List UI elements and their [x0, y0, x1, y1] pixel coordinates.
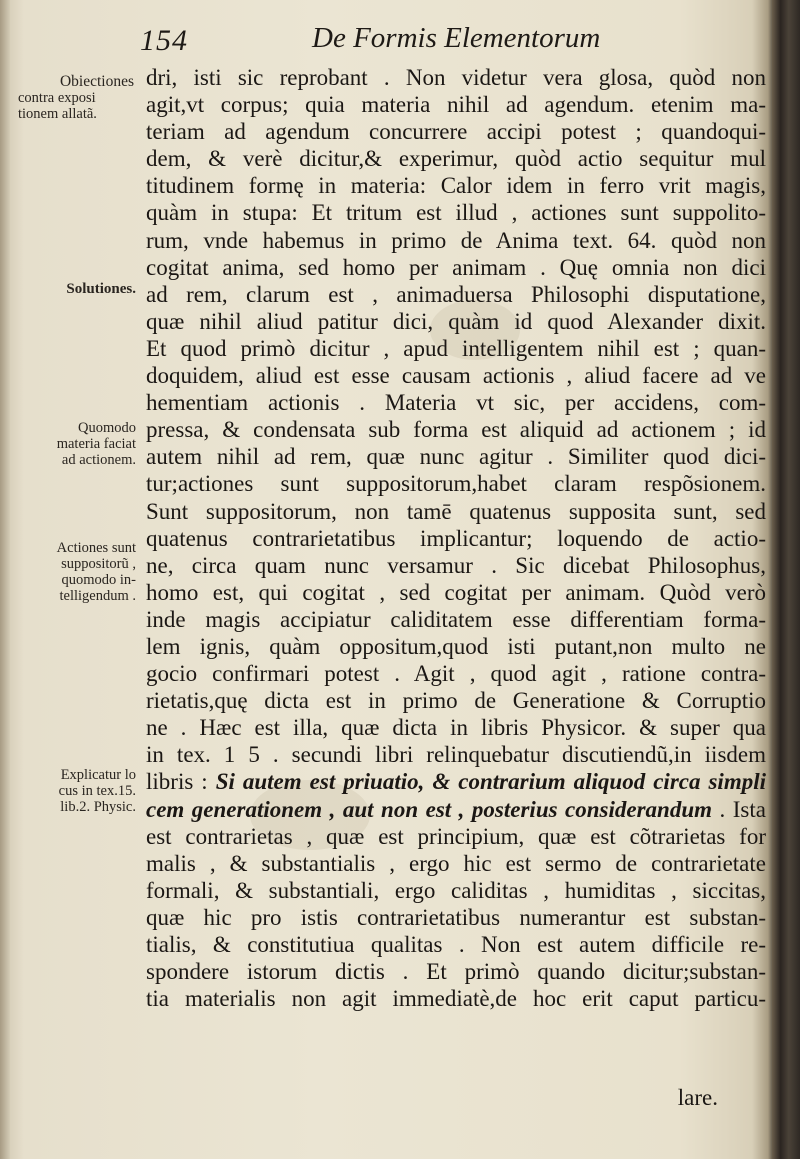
text-line: tialis, & constitutiua qualitas . Non est autem difficile re-: [146, 932, 766, 957]
text-line: spondere istorum dictis . Et primò quando dicitur;substan-: [146, 959, 766, 985]
italic-quotation: cem generationem , aut non est , posterius considerandum: [146, 796, 713, 822]
text-line: pressa, & condensata sub forma est aliquid ad actionem ; id: [146, 417, 766, 443]
margin-note-line: cus in tex.15.: [58, 783, 136, 799]
text-line: in tex. 1 5 . secundi libri relinquebatur discutiendũ,in iisdem: [146, 742, 766, 768]
text-line: gocio confirmari potest . Agit , quod agit , ratione contra-: [146, 661, 766, 687]
page-gutter-left: [0, 0, 10, 1159]
text-line: rum, vnde habemus in primo de Anima text. 64. quòd non: [146, 227, 766, 253]
text-span: . Ista: [712, 796, 766, 822]
margin-note-quomodo: [18, 420, 136, 468]
text-line: hementiam actionis . Materia vt sic, per accidens, com-: [146, 390, 766, 416]
text-line: quàm in stupa: Et tritum est illud , actiones sunt suppolito-: [146, 200, 766, 226]
margin-note-line: Actiones sunt: [56, 540, 136, 556]
catchword: lare.: [677, 1085, 718, 1110]
margin-note-obiectiones: [18, 74, 136, 122]
margin-note-actiones: [18, 540, 136, 604]
text-line: ad rem, clarum est , animaduersa Philosophi disputatione,: [146, 281, 766, 307]
text-line-with-quote: [146, 768, 766, 795]
margin-note-line: Obiectiones: [59, 73, 134, 90]
text-line: Sunt suppositorum, non tamē quatenus supposita sunt, sed: [146, 498, 766, 524]
book-edge-right: [772, 0, 800, 1159]
margin-note-line: Quomodo: [78, 420, 136, 436]
text-line: lem ignis, quàm oppositum,quod isti putant,non multo ne: [146, 633, 766, 659]
text-line: titudinem formę in materia: Calor idem in ferro vrit magis,: [146, 173, 766, 199]
text-line: malis , & substantialis , ergo hic est sermo de contrarietate: [146, 850, 766, 876]
page-number: 154: [140, 24, 188, 57]
text-line: inde magis accipiatur caliditatem esse differentiam forma-: [146, 606, 766, 632]
text-line: rietatis,quę dicta est in primo de Generatione & Corruptio: [146, 688, 766, 714]
body-text: [146, 64, 766, 1012]
running-title: De Formis Elementorum: [312, 22, 601, 54]
text-line: tia materialis non agit immediatè,de hoc erit caput particu-: [146, 986, 766, 1012]
text-line: est contrarietas , quæ est principium, quæ est cõtrarietas for: [146, 823, 766, 849]
text-line: autem nihil ad rem, quæ nunc agitur . Similiter quod dici-: [146, 444, 766, 470]
text-line-with-quote: [146, 796, 766, 823]
text-line: dri, isti sic reprobant . Non videtur vera glosa, quòd non: [146, 65, 766, 90]
text-line: ne, circa quam nunc versamur . Sic dicebat Philosophus,: [146, 552, 766, 578]
text-line: doquidem, aliud est esse causam actionis , aliud facere ad ve: [146, 363, 766, 389]
margin-note-line: quomodo in-: [61, 572, 136, 588]
text-line: tur;actiones sunt suppositorum,habet claram respõsionem.: [146, 471, 766, 497]
margin-note-line: Solutiones.: [66, 281, 136, 297]
text-line: teriam ad agendum concurrere accipi potest ; quandoqui-: [146, 119, 766, 145]
text-line: quæ nihil aliud patitur dici, quàm id quod Alexander dixit.: [146, 308, 766, 334]
margin-note-line: telligendum .: [59, 588, 136, 604]
margin-note-explicatur: [18, 767, 136, 815]
text-line: cogitat anima, sed homo per animam . Quę omnia non dici: [146, 254, 766, 280]
margin-note-solutiones: [18, 281, 136, 297]
margin-note-line: lib.2. Physic.: [60, 799, 136, 815]
text-span: libris :: [146, 769, 216, 795]
italic-quotation: Si autem est priuatio, & contrarium aliquod circa simpli: [215, 769, 766, 795]
margin-note-line: suppositorũ ,: [61, 556, 136, 572]
text-line: homo est, qui cogitat , sed cogitat per animam. Quòd verò: [146, 579, 766, 605]
margin-note-line: ad actionem.: [61, 452, 136, 468]
margin-note-line: tionem allatã.: [18, 106, 97, 122]
text-line: quæ hic pro istis contrarietatibus numerantur est substan-: [146, 904, 766, 930]
margin-note-line: materia faciat: [56, 436, 136, 452]
text-line: dem, & verè dicitur,& experimur, quòd actio sequitur mul: [146, 146, 766, 172]
text-line: ne . Hæc est illa, quæ dicta in libris Physicor. & super qua: [146, 715, 766, 741]
text-line: agit,vt corpus; quia materia nihil ad agendum. etenim ma-: [146, 92, 766, 118]
text-line: Et quod primò dicitur , apud intelligentem nihil est ; quan-: [146, 335, 766, 361]
text-line: formali, & substantiali, ergo caliditas , humiditas , siccitas,: [146, 877, 766, 903]
margin-note-line: Explicatur lo: [60, 767, 136, 783]
margin-note-line: contra exposi: [18, 90, 96, 106]
text-line: quatenus contrarietatibus implicantur; loquendo de actio-: [146, 525, 766, 551]
page-header: [140, 22, 760, 62]
